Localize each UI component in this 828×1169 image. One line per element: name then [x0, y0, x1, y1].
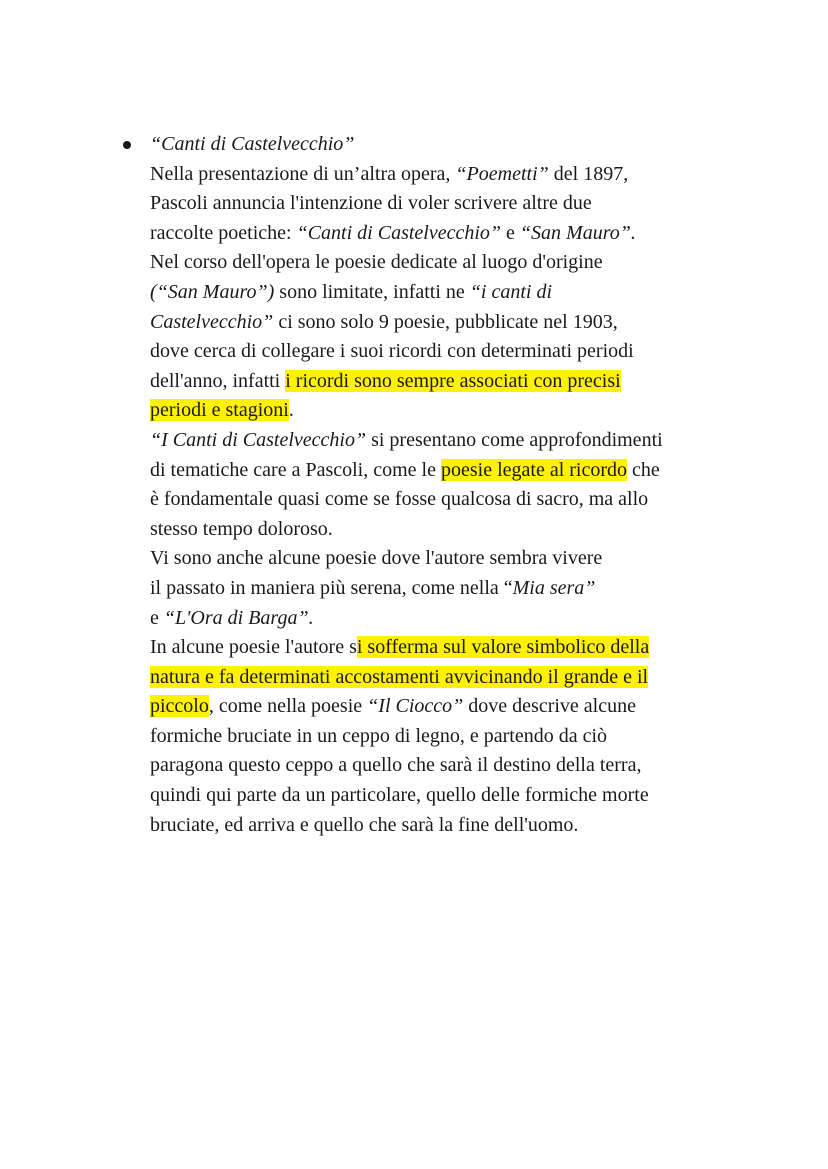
- text-segment: si presentano come approfondimenti: [366, 428, 663, 451]
- highlighted-text: natura e fa determinati accostamenti avvicinando il grande e il: [150, 665, 649, 688]
- text-line: [150, 456, 750, 486]
- text-segment: che: [627, 458, 660, 481]
- text-segment: dove cerca di collegare i suoi ricordi con determinati periodi: [150, 340, 634, 363]
- text-segment: dell'anno, infatti: [150, 369, 286, 392]
- text-segment: di tematiche care a Pascoli, come le: [150, 458, 441, 481]
- text-line: [150, 308, 750, 338]
- text-line: [150, 485, 750, 515]
- text-line: [150, 663, 750, 693]
- highlighted-text: periodi e stagioni: [150, 399, 289, 422]
- text-line: [150, 544, 750, 574]
- text-segment: Nella presentazione di un’altra opera,: [150, 162, 456, 185]
- bullet-title: [150, 130, 750, 160]
- text-segment: è fondamentale quasi come se fosse qualcosa di sacro, ma allo: [150, 488, 649, 511]
- text-segment: , come nella poesie: [208, 695, 368, 718]
- italic-text: (“San Mauro”): [150, 280, 275, 303]
- italic-text: “Poemetti”: [455, 162, 549, 185]
- text-line: [150, 633, 750, 663]
- highlighted-text: piccolo: [150, 695, 209, 718]
- text-line: [150, 781, 750, 811]
- italic-text: “Canti di Castelvecchio”: [296, 221, 502, 244]
- italic-text: “San Mauro”.: [519, 221, 636, 244]
- text-line: [150, 367, 750, 397]
- text-segment: e: [501, 221, 520, 244]
- text-segment: e: [150, 606, 164, 629]
- text-segment: .: [288, 399, 294, 422]
- text-segment: formiche bruciate in un ceppo di legno, e partendo da ciò: [150, 724, 608, 747]
- highlighted-text: i sofferma sul valore simbolico della: [356, 636, 650, 659]
- italic-text: “Il Ciocco”: [367, 695, 464, 718]
- bullet-dot: [123, 141, 131, 149]
- text-segment: In alcune poesie l'autore s: [150, 636, 357, 659]
- bullet-item: [150, 130, 750, 840]
- text-segment: del 1897,: [548, 162, 629, 185]
- text-line: [150, 337, 750, 367]
- text-line: [150, 219, 750, 249]
- text-segment: Nel corso dell'opera le poesie dedicate al luogo d'origine: [150, 251, 603, 274]
- highlighted-text: poesie legate al ricordo: [440, 458, 628, 481]
- text-line: [150, 604, 750, 634]
- text-segment: sono limitate, infatti ne: [274, 280, 470, 303]
- bullet-title-text: “Canti di Castelvecchio”: [150, 133, 355, 155]
- text-line: [150, 515, 750, 545]
- text-segment: dove descrive alcune: [463, 695, 636, 718]
- text-segment: Pascoli annuncia l'intenzione di voler scrivere altre due: [150, 192, 592, 215]
- italic-text: “L'Ora di Barga”.: [163, 606, 314, 629]
- text-segment: stesso tempo doloroso.: [150, 517, 333, 540]
- text-segment: Vi sono anche alcune poesie dove l'autore sembra vivere: [150, 547, 603, 570]
- text-line: [150, 426, 750, 456]
- text-segment: il passato in maniera più serena, come nella “: [150, 576, 513, 599]
- text-line: [150, 278, 750, 308]
- text-line: [150, 692, 750, 722]
- text-line: [150, 160, 750, 190]
- italic-text: “I Canti di Castelvecchio”: [150, 428, 367, 451]
- text-segment: bruciate, ed arriva e quello che sarà la fine dell'uomo.: [150, 813, 579, 836]
- text-line: [150, 751, 750, 781]
- text-segment: raccolte poetiche:: [150, 221, 297, 244]
- italic-text: Castelvecchio”: [150, 310, 274, 333]
- italic-text: “i canti di: [469, 280, 553, 303]
- text-line: [150, 722, 750, 752]
- text-segment: quindi qui parte da un particolare, quello delle formiche morte: [150, 784, 649, 807]
- text-line: [150, 574, 750, 604]
- text-segment: ci sono solo 9 poesie, pubblicate nel 1903,: [273, 310, 618, 333]
- text-line: [150, 248, 750, 278]
- text-segment: paragona questo ceppo a quello che sarà il destino della terra,: [150, 754, 642, 777]
- text-line: [150, 396, 750, 426]
- italic-text: Mia sera”: [512, 576, 596, 599]
- highlighted-text: i ricordi sono sempre associati con precisi: [285, 369, 621, 392]
- text-line: [150, 189, 750, 219]
- text-line: [150, 811, 750, 841]
